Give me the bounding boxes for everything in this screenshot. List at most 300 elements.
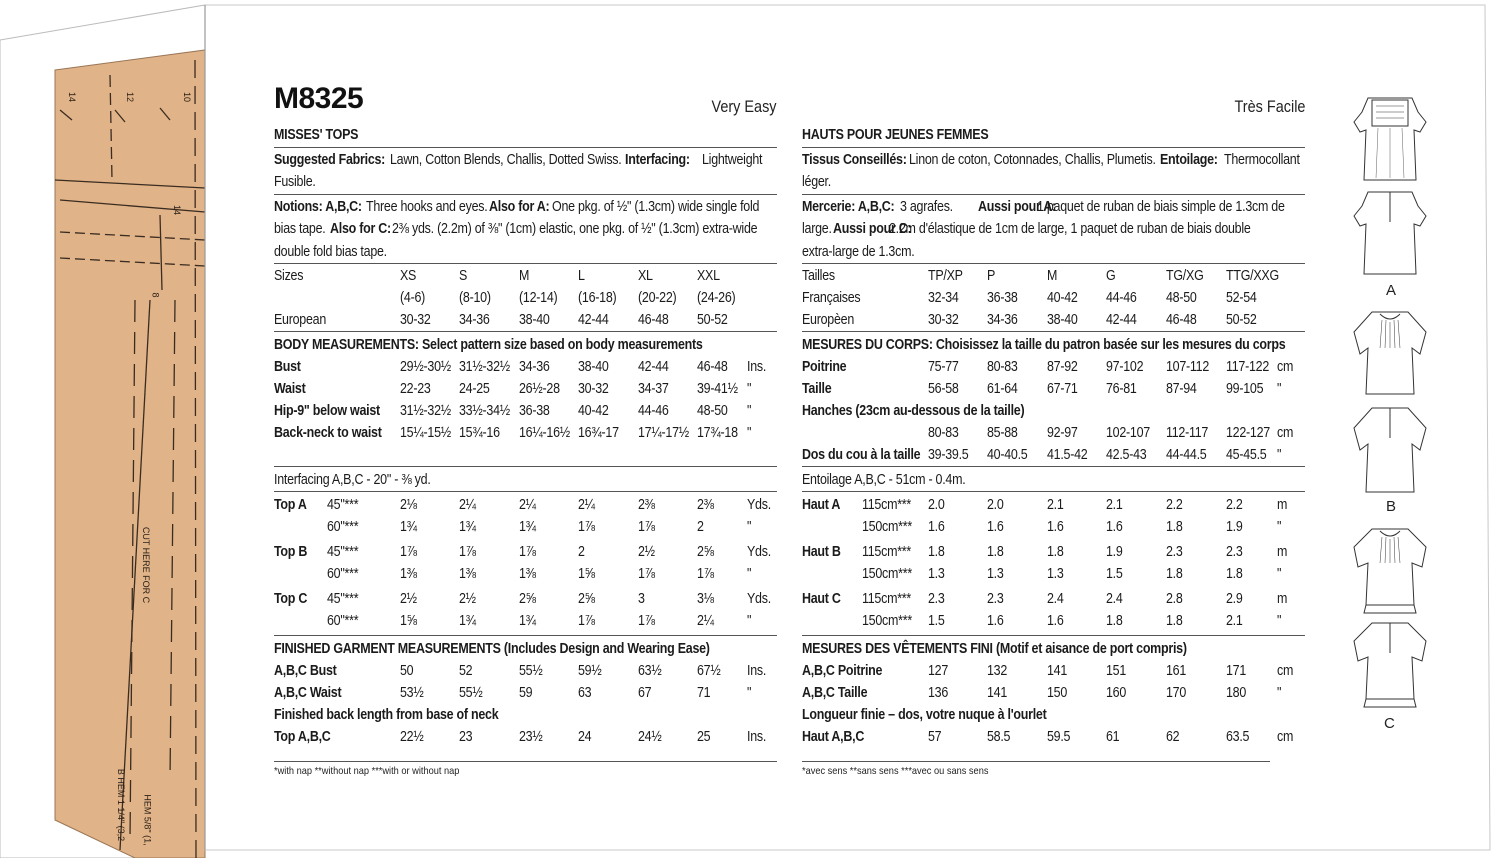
unit-label: " (1277, 447, 1282, 463)
hip-row-cell: 85-88 (987, 425, 1018, 441)
body-row-cell: 87-92 (1047, 359, 1078, 375)
unit-label: " (1277, 519, 1282, 535)
yardage-cell: 1.3 (928, 566, 945, 582)
size-us-cell: (16-18) (578, 290, 617, 306)
finished-row-cell: 180 (1226, 685, 1247, 701)
body-row-cell: 36-38 (519, 403, 550, 419)
body-row-cell: 87-94 (1166, 381, 1197, 397)
size-us-cell: (24-26) (697, 290, 736, 306)
body-row-label: Hip-9" below waist (274, 403, 380, 419)
yardage-cell: 2¼ (459, 497, 476, 513)
finished-row-label: A,B,C Taille (802, 685, 868, 701)
pattern-number: M8325 (274, 82, 364, 115)
back-length-label: Finished back length from base of neck (274, 707, 499, 723)
body-row-cell: 42-44 (638, 359, 669, 375)
fabric-width: 45"*** (327, 497, 359, 513)
yardage-cell: 1.6 (987, 613, 1004, 629)
divider (802, 263, 1305, 264)
unit-label: cm (1277, 359, 1294, 375)
size-header-cell: P (987, 268, 996, 284)
yardage-cell: 1.6 (987, 519, 1004, 535)
yardage-cell: 2.2 (1166, 497, 1183, 513)
size-eu-cell: 50-52 (1226, 312, 1257, 328)
finished-row-cell: 171 (1226, 663, 1247, 679)
sizes-us-label: Françaises (802, 290, 861, 306)
unit-label: m (1277, 591, 1288, 607)
yardage-cell: 1⅞ (578, 613, 595, 629)
fabric-width: 150cm*** (862, 613, 912, 629)
back-row-cell: 44-44.5 (1166, 447, 1207, 463)
divider (274, 147, 777, 148)
unit-label: " (747, 685, 752, 701)
finished-row-label: A,B,C Poitrine (802, 663, 883, 679)
difficulty-en: Very Easy (711, 97, 777, 116)
fabric-width: 115cm*** (862, 591, 912, 607)
yardage-cell: 2.0 (928, 497, 945, 513)
yardage-cell: 1¾ (459, 613, 476, 629)
back-row-cell: 42.5-43 (1106, 447, 1147, 463)
yardage-cell: 2.4 (1106, 591, 1123, 607)
size-eu-cell: 50-52 (697, 312, 728, 328)
yardage-cell: 2¼ (697, 613, 714, 629)
notions-text: Three hooks and eyes. (366, 199, 488, 215)
nap-footnote: *avec sens **sans sens ***avec ou sans sens (802, 765, 989, 777)
yardage-cell: 1.5 (928, 613, 945, 629)
body-row-cell: 31½-32½ (400, 403, 451, 419)
finished-measurements-heading: FINISHED GARMENT MEASUREMENTS (Includes Design and Wearing Ease) (274, 641, 710, 657)
finished-row-cell: 63½ (638, 663, 662, 679)
back-row-cell: 39-39.5 (928, 447, 969, 463)
finished-row-cell: 63 (578, 685, 592, 701)
yardage-cell: 1⅞ (638, 613, 655, 629)
size-us-cell: 40-42 (1047, 290, 1078, 306)
finished-row-cell: 136 (928, 685, 949, 701)
tissue-mark: 10 (182, 91, 193, 103)
also-c-label: Aussi pour C: (833, 221, 912, 237)
yardage-cell: 2.0 (987, 497, 1004, 513)
size-header-cell: TG/XG (1166, 268, 1204, 284)
european-label: Europèen (802, 312, 855, 328)
body-row-cell: 75-77 (928, 359, 959, 375)
back-length-cell: 24½ (638, 729, 662, 745)
divider (802, 491, 1305, 492)
yardage-cell: 1⅝ (400, 613, 417, 629)
yardage-cell: 1¾ (519, 519, 536, 535)
finished-row-cell: 50 (400, 663, 414, 679)
size-header-cell: XXL (697, 268, 720, 284)
yardage-cell: 1⅜ (400, 566, 417, 582)
notions-label: Mercerie: A,B,C: (802, 199, 895, 215)
divider (274, 635, 777, 636)
unit-label: " (1277, 613, 1282, 629)
back-length-row-label: Top A,B,C (274, 729, 331, 745)
tissue-mark: 14 (172, 204, 183, 216)
yardage-cell: 1.8 (1166, 519, 1183, 535)
divider (274, 331, 777, 332)
back-length-cell: 24 (578, 729, 592, 745)
finished-row-cell: 170 (1166, 685, 1187, 701)
notions-text: extra-large de 1.3cm. (802, 244, 915, 260)
interfacing-text: Fusible. (274, 174, 316, 190)
yardage-cell: 2.1 (1226, 613, 1243, 629)
body-row-cell: 24-25 (459, 381, 490, 397)
size-header-cell: G (1106, 268, 1116, 284)
yardage-cell: 2.3 (928, 591, 945, 607)
yardage-cell: 1.8 (928, 544, 945, 560)
tissue-mark: 14 (67, 91, 78, 103)
size-eu-cell: 34-36 (459, 312, 490, 328)
yardage-cell: 1⅝ (578, 566, 595, 582)
back-length-cell: 57 (928, 729, 942, 745)
yardage-cell: 2.9 (1226, 591, 1243, 607)
top-a-front-back-illustration (1350, 92, 1430, 282)
back-length-cell: 61 (1106, 729, 1120, 745)
yardage-cell: 1.9 (1226, 519, 1243, 535)
back-length-cell: 63.5 (1226, 729, 1250, 745)
body-row-cell: 34-36 (519, 359, 550, 375)
yardage-cell: 1.8 (1166, 613, 1183, 629)
unit-label: " (747, 613, 752, 629)
yardage-cell: 1.9 (1106, 544, 1123, 560)
yardage-cell: 2½ (459, 591, 476, 607)
unit-label: " (1277, 381, 1282, 397)
size-header-cell: TP/XP (928, 268, 963, 284)
finished-row-cell: 151 (1106, 663, 1127, 679)
tissue-mark: 12 (125, 91, 136, 103)
view-label: Haut B (802, 544, 841, 560)
top-c-front-back-illustration (1350, 525, 1430, 715)
size-header-cell: M (1047, 268, 1058, 284)
yardage-cell: 1⅞ (578, 519, 595, 535)
finished-row-cell: 132 (987, 663, 1008, 679)
view-label-c: C (1384, 715, 1395, 732)
yardage-cell: 2⅛ (400, 497, 417, 513)
yardage-cell: 2.3 (1226, 544, 1243, 560)
body-row-cell: 61-64 (987, 381, 1018, 397)
unit-label: " (747, 425, 752, 441)
body-row-cell: 15¼-15½ (400, 425, 451, 441)
finished-row-label: A,B,C Bust (274, 663, 337, 679)
yardage-cell: 1⅜ (519, 566, 536, 582)
yardage-cell: 1⅜ (459, 566, 476, 582)
divider (274, 491, 777, 492)
body-row-label: Back-neck to waist (274, 425, 382, 441)
divider (802, 635, 1305, 636)
back-length-label: Longueur finie – dos, votre nuque à l'ourlet (802, 707, 1047, 723)
yardage-cell: 2.2 (1226, 497, 1243, 513)
unit-label: Yds. (747, 497, 771, 513)
divider (802, 466, 1305, 467)
yardage-cell: 2⅝ (578, 591, 595, 607)
yardage-cell: 1.5 (1106, 566, 1123, 582)
body-row-cell: 16¼-16½ (519, 425, 570, 441)
notions-text: double fold bias tape. (274, 244, 387, 260)
fabric-width: 60"*** (327, 613, 359, 629)
unit-label: m (1277, 544, 1288, 560)
notions-text: 3 agrafes. (900, 199, 953, 215)
body-row-cell: 22-23 (400, 381, 431, 397)
unit-label: Ins. (747, 729, 767, 745)
body-measurements-heading: MESURES DU CORPS: Choisissez la taille du patron basée sur les mesures du corps (802, 337, 1286, 353)
yardage-cell: 2 (697, 519, 704, 535)
notions-text: bias tape. (274, 221, 326, 237)
interfacing-label: Entoilage: (1160, 152, 1218, 168)
body-row-cell: 30-32 (578, 381, 609, 397)
yardage-cell: 2.3 (987, 591, 1004, 607)
finished-row-cell: 71 (697, 685, 711, 701)
fabrics-label: Tissus Conseillés: (802, 152, 907, 168)
finished-row-cell: 160 (1106, 685, 1127, 701)
yardage-cell: 1¾ (519, 613, 536, 629)
hip-row-cell: 92-97 (1047, 425, 1078, 441)
view-label: Top B (274, 544, 308, 560)
size-eu-cell: 38-40 (1047, 312, 1078, 328)
body-row-cell: 80-83 (987, 359, 1018, 375)
finished-row-cell: 59½ (578, 663, 602, 679)
yardage-cell: 1¾ (400, 519, 417, 535)
back-length-cell: 25 (697, 729, 711, 745)
also-a-label: Also for A: (489, 199, 550, 215)
also-c-label: Also for C: (330, 221, 391, 237)
tissue-hem-b-label: B HEM 1 1/4" (3,2 (116, 768, 127, 842)
notions-text: 2⅜ yds. (2.2m) of ⅜" (1cm) elastic, one pkg. of ½" (1.3cm) extra-wide (392, 221, 758, 237)
unit-label: " (747, 403, 752, 419)
hip-row-cell: 80-83 (928, 425, 959, 441)
size-header-cell: M (519, 268, 530, 284)
body-row-cell: 17¾-18 (697, 425, 738, 441)
finished-row-cell: 52 (459, 663, 473, 679)
yardage-cell: 2½ (400, 591, 417, 607)
fabrics-text: Lawn, Cotton Blends, Challis, Dotted Swiss. (390, 152, 622, 168)
body-row-cell: 17¼-17½ (638, 425, 689, 441)
back-length-cell: 59.5 (1047, 729, 1071, 745)
yardage-cell: 1.8 (1047, 544, 1064, 560)
view-label: Haut C (802, 591, 841, 607)
fabric-width: 45"*** (327, 591, 359, 607)
yardage-cell: 2.1 (1106, 497, 1123, 513)
back-row-cell: 45-45.5 (1226, 447, 1267, 463)
size-header-cell: TTG/XXG (1226, 268, 1279, 284)
back-length-cell: 23½ (519, 729, 543, 745)
body-row-cell: 76-81 (1106, 381, 1137, 397)
yardage-cell: 2.1 (1047, 497, 1064, 513)
finished-row-label: A,B,C Waist (274, 685, 342, 701)
finished-row-cell: 53½ (400, 685, 424, 701)
size-us-cell: 52-54 (1226, 290, 1257, 306)
notions-text: One pkg. of ½" (1.3cm) wide single fold (552, 199, 760, 215)
body-row-cell: 99-105 (1226, 381, 1264, 397)
body-measurements-heading: BODY MEASUREMENTS: Select pattern size based on body measurements (274, 337, 703, 353)
size-header-cell: XS (400, 268, 417, 284)
finished-row-cell: 55½ (459, 685, 483, 701)
back-row-label: Dos du cou à la taille (802, 447, 921, 463)
unit-label: cm (1277, 729, 1294, 745)
view-a-illustrations (1350, 92, 1430, 287)
body-row-label: Waist (274, 381, 306, 397)
unit-label: cm (1277, 663, 1294, 679)
unit-label: Ins. (747, 359, 767, 375)
fabrics-text: Linon de coton, Cotonnades, Challis, Plumetis. (909, 152, 1156, 168)
difficulty-fr: Très Facile (1234, 97, 1305, 116)
fabric-width: 150cm*** (862, 519, 912, 535)
view-label: Top C (274, 591, 308, 607)
yardage-cell: 1¾ (459, 519, 476, 535)
interfacing-text: Thermocollant (1224, 152, 1300, 168)
notions-label: Notions: A,B,C: (274, 199, 362, 215)
yardage-cell: 1.6 (1047, 519, 1064, 535)
yardage-cell: 1.6 (1106, 519, 1123, 535)
hip-row-cell: 102-107 (1106, 425, 1150, 441)
yardage-cell: 1⅞ (400, 544, 417, 560)
size-us-cell: (8-10) (459, 290, 491, 306)
yardage-cell: 2 (578, 544, 585, 560)
back-length-cell: 62 (1166, 729, 1180, 745)
unit-label: cm (1277, 425, 1294, 441)
body-row-cell: 67-71 (1047, 381, 1078, 397)
yardage-cell: 1⅞ (638, 566, 655, 582)
size-eu-cell: 30-32 (928, 312, 959, 328)
body-row-cell: 107-112 (1166, 359, 1210, 375)
section-heading: MISSES' TOPS (274, 127, 359, 143)
back-row-cell: 41.5-42 (1047, 447, 1088, 463)
body-row-cell: 33½-34½ (459, 403, 510, 419)
body-row-cell: 29½-30½ (400, 359, 451, 375)
unit-label: " (747, 566, 752, 582)
yardage-cell: 2½ (638, 544, 655, 560)
finished-row-cell: 150 (1047, 685, 1068, 701)
size-us-cell: 36-38 (987, 290, 1018, 306)
body-row-cell: 97-102 (1106, 359, 1144, 375)
interfacing-label: Interfacing: (625, 152, 690, 168)
yardage-cell: 2⅝ (519, 591, 536, 607)
divider (802, 147, 1305, 148)
back-row-cell: 40-40.5 (987, 447, 1028, 463)
fabric-width: 115cm*** (862, 497, 912, 513)
body-row-cell: 15¾-16 (459, 425, 500, 441)
yardage-cell: 2.3 (1166, 544, 1183, 560)
body-row-cell: 34-37 (638, 381, 669, 397)
body-row-cell: 40-42 (578, 403, 609, 419)
body-row-cell: 117-122 (1226, 359, 1270, 375)
view-label: Top A (274, 497, 307, 513)
size-header-cell: XL (638, 268, 653, 284)
tissue-paper (55, 50, 205, 858)
yardage-cell: 1.8 (1106, 613, 1123, 629)
yardage-cell: 1⅞ (519, 544, 536, 560)
yardage-cell: 2⅜ (638, 497, 655, 513)
sizes-label: Tailles (802, 268, 835, 284)
yardage-cell: 1.3 (987, 566, 1004, 582)
unit-label: " (1277, 685, 1282, 701)
unit-label: Yds. (747, 591, 771, 607)
divider (274, 263, 777, 264)
hip-label: Hanches (23cm au-dessous de la taille) (802, 403, 1025, 419)
tissue-hem-label: HEM 5/8" (1, (142, 794, 153, 846)
fabric-width: 60"*** (327, 519, 359, 535)
hip-row-cell: 122-127 (1226, 425, 1270, 441)
view-label: Haut A (802, 497, 841, 513)
back-length-cell: 58.5 (987, 729, 1011, 745)
yardage-cell: 2.4 (1047, 591, 1064, 607)
yardage-cell: 1.8 (1226, 566, 1243, 582)
size-eu-cell: 46-48 (638, 312, 669, 328)
size-header-cell: L (578, 268, 585, 284)
yardage-cell: 1.8 (987, 544, 1004, 560)
interfacing-yardage-line: Entoilage A,B,C - 51cm - 0.4m. (802, 472, 966, 488)
body-row-label: Poitrine (802, 359, 847, 375)
also-a-label: Aussi pour A: (978, 199, 1056, 215)
divider (802, 194, 1305, 195)
fabrics-label: Suggested Fabrics: (274, 152, 386, 168)
divider (274, 761, 777, 762)
body-row-cell: 16¾-17 (578, 425, 619, 441)
interfacing-text: léger. (802, 174, 831, 190)
fabric-width: 115cm*** (862, 544, 912, 560)
divider (274, 194, 777, 195)
back-length-cell: 23 (459, 729, 473, 745)
yardage-cell: 2⅝ (697, 544, 714, 560)
back-length-cell: 22½ (400, 729, 424, 745)
interfacing-yardage-line: Interfacing A,B,C - 20" - ⅜ yd. (274, 472, 431, 488)
size-eu-cell: 42-44 (1106, 312, 1137, 328)
divider (274, 466, 777, 467)
finished-row-cell: 141 (987, 685, 1008, 701)
size-header-cell: S (459, 268, 468, 284)
view-label-b: B (1386, 498, 1397, 515)
unit-label: " (747, 381, 752, 397)
notions-text: 1 paquet de ruban de biais simple de 1.3cm de (1037, 199, 1285, 215)
body-row-cell: 44-46 (638, 403, 669, 419)
body-row-label: Taille (802, 381, 832, 397)
size-eu-cell: 46-48 (1166, 312, 1197, 328)
unit-label: " (1277, 566, 1282, 582)
yardage-cell: 1.6 (928, 519, 945, 535)
top-b-front-back-illustration (1350, 308, 1430, 498)
size-us-cell: (4-6) (400, 290, 426, 306)
yardage-cell: 3⅛ (697, 591, 714, 607)
size-eu-cell: 38-40 (519, 312, 550, 328)
tissue-cut-here-label: CUT HERE FOR C (141, 526, 152, 604)
finished-row-cell: 55½ (519, 663, 543, 679)
finished-row-cell: 127 (928, 663, 949, 679)
body-row-cell: 38-40 (578, 359, 609, 375)
fabric-width: 150cm*** (862, 566, 912, 582)
divider (802, 761, 1270, 762)
section-heading: HAUTS POUR JEUNES FEMMES (802, 127, 989, 143)
body-row-label: Bust (274, 359, 301, 375)
size-us-cell: 32-34 (928, 290, 959, 306)
interfacing-text: Lightweight (702, 152, 763, 168)
finished-row-cell: 161 (1166, 663, 1187, 679)
hip-row-cell: 112-117 (1166, 425, 1209, 441)
yardage-cell: 2¼ (519, 497, 536, 513)
yardage-cell: 1⅞ (638, 519, 655, 535)
european-label: European (274, 312, 327, 328)
size-us-cell: (20-22) (638, 290, 677, 306)
nap-footnote: *with nap **without nap ***with or without nap (274, 765, 460, 777)
yardage-cell: 2.8 (1166, 591, 1183, 607)
body-row-cell: 56-58 (928, 381, 959, 397)
size-us-cell: 48-50 (1166, 290, 1197, 306)
notions-text: large. (802, 221, 832, 237)
finished-measurements-heading: MESURES DES VÊTEMENTS FINI (Motif et aisance de port compris) (802, 641, 1187, 657)
yardage-cell: 1.8 (1166, 566, 1183, 582)
yardage-cell: 2¼ (578, 497, 595, 513)
yardage-cell: 1⅞ (459, 544, 476, 560)
sizes-label: Sizes (274, 268, 304, 284)
body-row-cell: 39-41½ (697, 381, 738, 397)
finished-row-cell: 67 (638, 685, 652, 701)
